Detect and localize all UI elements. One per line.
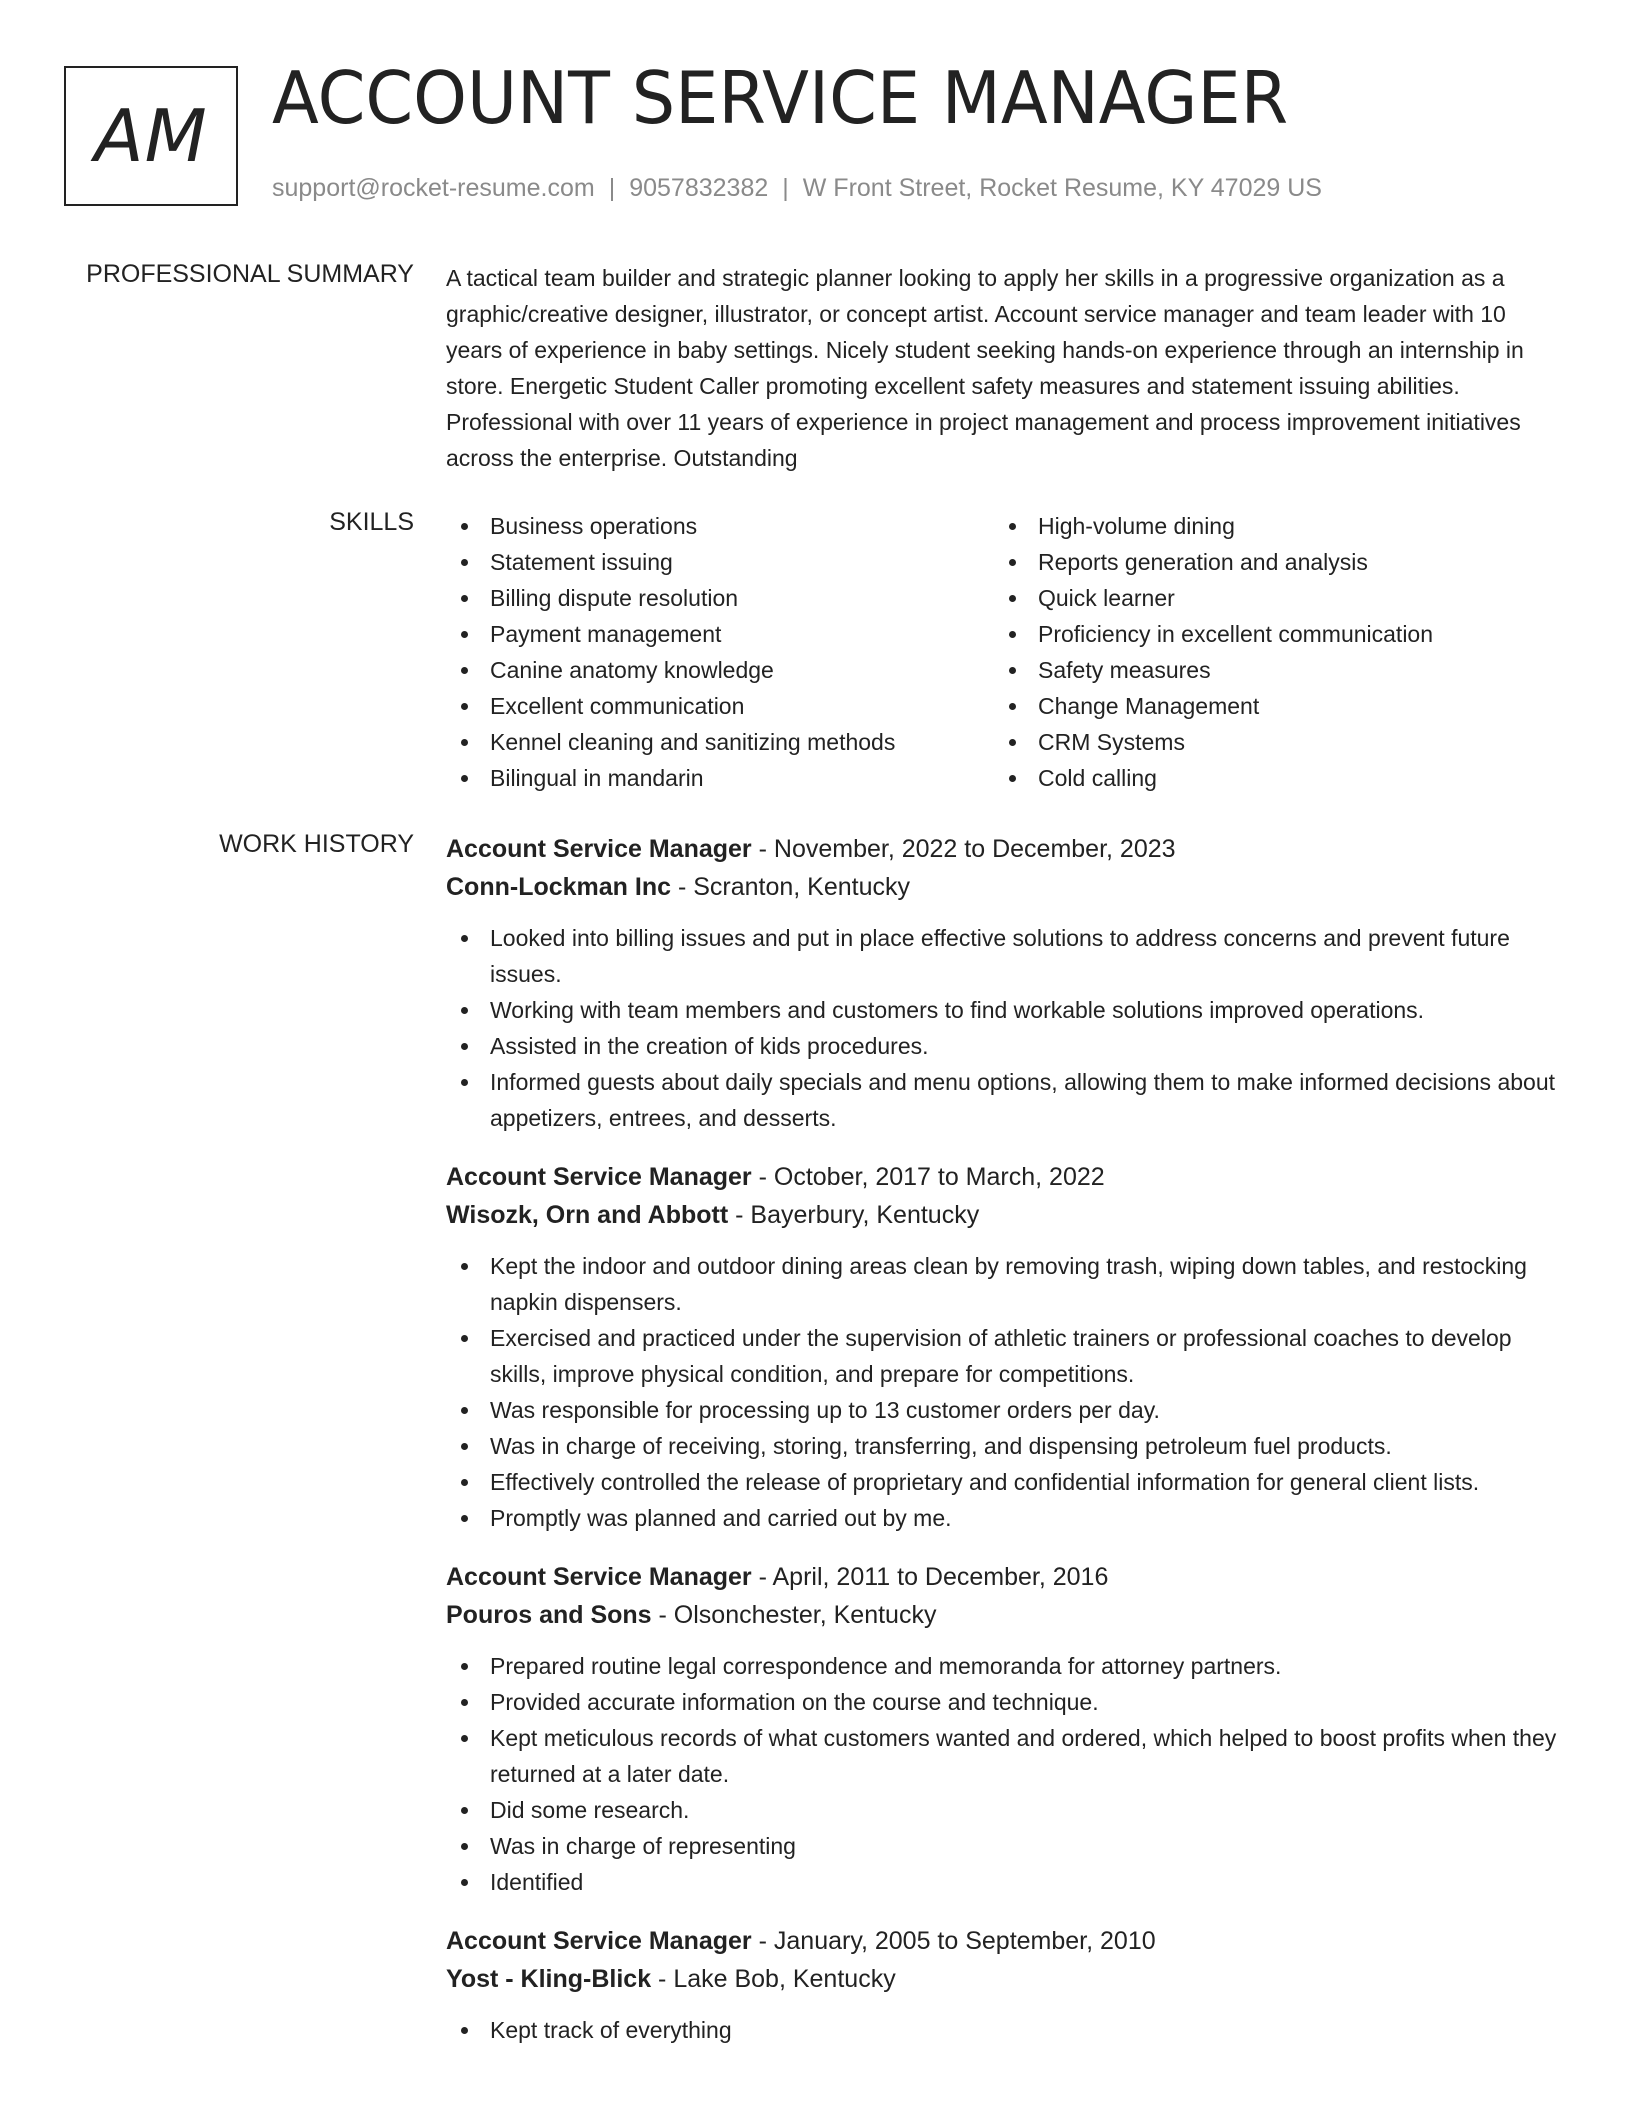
skills-list-right	[994, 508, 1542, 796]
job-company-line	[446, 1196, 1562, 1234]
job-title-line	[446, 1158, 1562, 1196]
job-bullet: Exercised and practiced under the supervision of athletic trainers or professional coaches to develop skills, improve physical condition, and prepare for competitions.	[446, 1320, 1562, 1392]
job-bullet: Kept the indoor and outdoor dining areas clean by removing trash, wiping down tables, and restocking napkin dispensers.	[446, 1248, 1562, 1320]
skill-item: Kennel cleaning and sanitizing methods	[446, 724, 994, 760]
job-title: Account Service Manager	[446, 1563, 752, 1591]
summary-text: A tactical team builder and strategic planner looking to apply her skills in a progressive organization as a graphic/creative designer, illustrator, or concept artist. Account service manager and team leader with 10 years of experience in baby settings. Nicely student seeking hands-on experience through an internship in store. Energetic Student Caller promoting excellent safety measures and statement issuing abilities. Professional with over 11 years of experience in project management and process improvement initiatives across the enterprise. Outstanding	[446, 265, 1524, 471]
skills-grid	[446, 508, 1562, 796]
contact-separator: |	[782, 174, 789, 202]
skills-heading: SKILLS	[329, 508, 414, 536]
job-company-line	[446, 1960, 1562, 1998]
skill-item: Canine anatomy knowledge	[446, 652, 994, 688]
work-history-heading: WORK HISTORY	[219, 830, 414, 858]
skill-item: Statement issuing	[446, 544, 994, 580]
skill-item: Reports generation and analysis	[994, 544, 1542, 580]
job-bullets	[446, 2012, 1562, 2048]
job-entry	[446, 830, 1562, 1136]
job-title: Account Service Manager	[446, 1163, 752, 1191]
skill-item: Proficiency in excellent communication	[994, 616, 1542, 652]
skill-item: Billing dispute resolution	[446, 580, 994, 616]
skills-body	[446, 508, 1562, 796]
job-title: Account Service Manager	[446, 1927, 752, 1955]
job-bullet: Assisted in the creation of kids procedures.	[446, 1028, 1562, 1064]
resume-title: ACCOUNT SERVICE MANAGER	[272, 56, 1289, 140]
job-bullets	[446, 1648, 1562, 1900]
monogram-initials: AM	[94, 94, 208, 178]
skill-item: Cold calling	[994, 760, 1542, 796]
contact-phone: 9057832382	[629, 174, 769, 202]
job-location: - Bayerbury, Kentucky	[728, 1201, 980, 1229]
monogram-box	[64, 66, 238, 206]
skill-item: CRM Systems	[994, 724, 1542, 760]
summary-heading: PROFESSIONAL SUMMARY	[86, 260, 414, 288]
job-company: Conn-Lockman Inc	[446, 873, 672, 901]
job-bullet: Looked into billing issues and put in place effective solutions to address concerns and prevent future issues.	[446, 920, 1562, 992]
job-title-line	[446, 830, 1562, 868]
job-bullet: Informed guests about daily specials and menu options, allowing them to make informed decisions about appetizers, entrees, and desserts.	[446, 1064, 1562, 1136]
job-dates: - April, 2011 to December, 2016	[751, 1563, 1109, 1591]
job-title-line	[446, 1558, 1562, 1596]
job-bullet: Was in charge of representing	[446, 1828, 1562, 1864]
job-entry	[446, 1922, 1562, 2048]
job-bullets	[446, 1248, 1562, 1536]
job-dates: - January, 2005 to September, 2010	[751, 1927, 1156, 1955]
job-bullet: Did some research.	[446, 1792, 1562, 1828]
job-title: Account Service Manager	[446, 835, 752, 863]
skill-item: Quick learner	[994, 580, 1542, 616]
job-bullet: Working with team members and customers to find workable solutions improved operations.	[446, 992, 1562, 1028]
job-company-line	[446, 1596, 1562, 1634]
job-bullet: Was responsible for processing up to 13 customer orders per day.	[446, 1392, 1562, 1428]
job-entry	[446, 1558, 1562, 1900]
job-dates: - November, 2022 to December, 2023	[751, 835, 1176, 863]
job-bullet: Was in charge of receiving, storing, transferring, and dispensing petroleum fuel products.	[446, 1428, 1562, 1464]
job-bullets	[446, 920, 1562, 1136]
skill-item: High-volume dining	[994, 508, 1542, 544]
job-bullet: Prepared routine legal correspondence and memoranda for attorney partners.	[446, 1648, 1562, 1684]
contact-line	[272, 174, 1322, 203]
skill-item: Excellent communication	[446, 688, 994, 724]
job-company-line	[446, 868, 1562, 906]
skill-item: Safety measures	[994, 652, 1542, 688]
job-company: Wisozk, Orn and Abbott	[446, 1201, 729, 1229]
skill-item: Business operations	[446, 508, 994, 544]
job-bullet: Kept track of everything	[446, 2012, 1562, 2048]
job-location: - Olsonchester, Kentucky	[651, 1601, 937, 1629]
job-bullet: Provided accurate information on the course and technique.	[446, 1684, 1562, 1720]
summary-body	[446, 260, 1562, 476]
skills-column-left	[446, 508, 994, 796]
job-title-line	[446, 1922, 1562, 1960]
skills-column-right	[994, 508, 1542, 796]
job-bullet: Identified	[446, 1864, 1562, 1900]
contact-separator: |	[608, 174, 616, 202]
work-history-body	[446, 830, 1562, 2048]
job-location: - Lake Bob, Kentucky	[651, 1965, 896, 1993]
job-company: Pouros and Sons	[446, 1601, 652, 1629]
job-bullet: Effectively controlled the release of proprietary and confidential information for general client lists.	[446, 1464, 1562, 1500]
skills-list-left	[446, 508, 994, 796]
skill-item: Bilingual in mandarin	[446, 760, 994, 796]
job-company: Yost - Kling-Blick	[446, 1965, 652, 1993]
contact-address: W Front Street, Rocket Resume, KY 47029 US	[802, 174, 1322, 202]
skill-item: Payment management	[446, 616, 994, 652]
job-location: - Scranton, Kentucky	[671, 873, 911, 901]
job-dates: - October, 2017 to March, 2022	[751, 1163, 1105, 1191]
job-entry	[446, 1158, 1562, 1536]
job-bullet: Kept meticulous records of what customers wanted and ordered, which helped to boost profits when they returned at a later date.	[446, 1720, 1562, 1792]
contact-email: support@rocket-resume.com	[272, 174, 595, 202]
skill-item: Change Management	[994, 688, 1542, 724]
job-bullet: Promptly was planned and carried out by me.	[446, 1500, 1562, 1536]
